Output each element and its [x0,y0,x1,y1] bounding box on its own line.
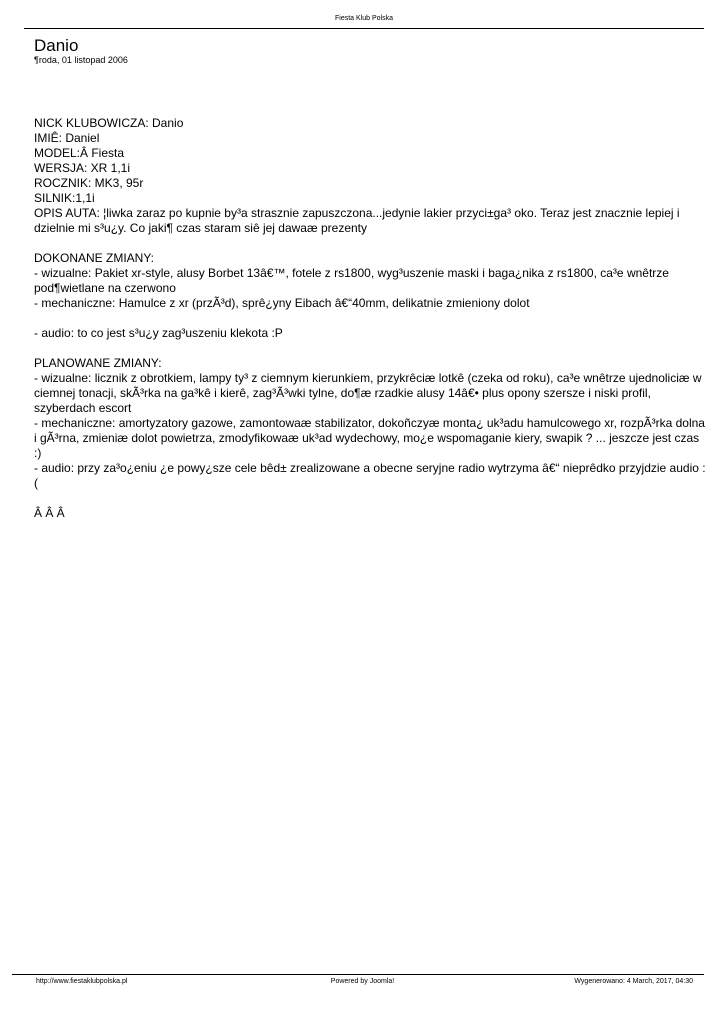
article-body [34,116,706,521]
paragraph-spacer [34,311,706,326]
article-line: SILNIK:1,1i [34,191,95,205]
article-line: - audio: przy za³o¿eniu ¿e powy¿sze cele bêd± zrealizowane a obecne seryjne radio wytrzyma â€“ nieprêdko przyjdzie audio :( [34,461,706,490]
article-line: PLANOWANE ZMIANY: [34,356,162,370]
header-divider [24,28,704,29]
article-title: Danio [34,36,79,55]
article-line: - audio: to co jest s³u¿y zag³uszeniu klekota :P [34,326,283,340]
article-date: ¶roda, 01 listopad 2006 [34,55,128,65]
footer-powered-by: Powered by Joomla! [330,978,395,985]
article-line: MODEL:Â Fiesta [34,146,125,160]
article-line: ROCZNIK: MK3, 95r [34,176,144,190]
article-line: OPIS AUTA: ¦liwka zaraz po kupnie by³a strasznie zapuszczona...jedynie lakier przyci±ga³ oko. Teraz jest znacznie lepiej i dzielnie mi s³u¿y. Co jaki¶ czas staram siê jej dawaæ prezenty [34,206,680,235]
article-line: - wizualne: Pakiet xr-style, alusy Borbet 13â€™, fotele z rs1800, wyg³uszenie maski i baga¿nika z rs1800, ca³e wnêtrze pod¶wietlane na czerwono [34,266,669,295]
footer-url: http://www.fiestaklubpolska.pl [36,978,128,985]
article-line: - mechaniczne: Hamulce z xr (przÃ³d), sprê¿yny Eibach â€“40mm, delikatnie zmieniony dolot [34,296,530,310]
article-line: DOKONANE ZMIANY: [34,251,155,265]
article-line: WERSJA: XR 1,1i [34,161,131,175]
article-line: IMIÊ: Daniel [34,131,100,145]
article-line: Â Â Â [34,506,65,520]
paragraph-spacer [34,491,706,506]
article-line: - wizualne: licznik z obrotkiem, lampy ty³ z ciemnym kierunkiem, przykrêciæ lotkê (czeka od roku), ca³e wnêtrze ujednoliciæ w ciemnej tonacji, skÃ³rka na ga³kê i kierê, zag³Ã³wki tylne, do¶æ rzadkie alusy 14â€• plus opony szersze i niski profil, szyberdach escort [34,371,702,415]
footer-divider [12,974,704,975]
paragraph-spacer [34,341,706,356]
footer-generated-date: Wygenerowano: 4 March, 2017, 04:30 [574,978,693,985]
paragraph-spacer [34,236,706,251]
site-header-title: Fiesta Klub Polska [335,15,393,22]
article-line: - mechaniczne: amortyzatory gazowe, zamontowaæ stabilizator, dokoñczyæ monta¿ uk³adu hamulcowego xr, rozpÃ³rka dolna i gÃ³rna, zmieniæ dolot powietrza, zmodyfikowaæ uk³ad wydechowy, mo¿e wspomaganie kiery, swapik ? ... jeszcze jest czas :) [34,416,705,460]
article-line: NICK KLUBOWICZA: Danio [34,116,184,130]
